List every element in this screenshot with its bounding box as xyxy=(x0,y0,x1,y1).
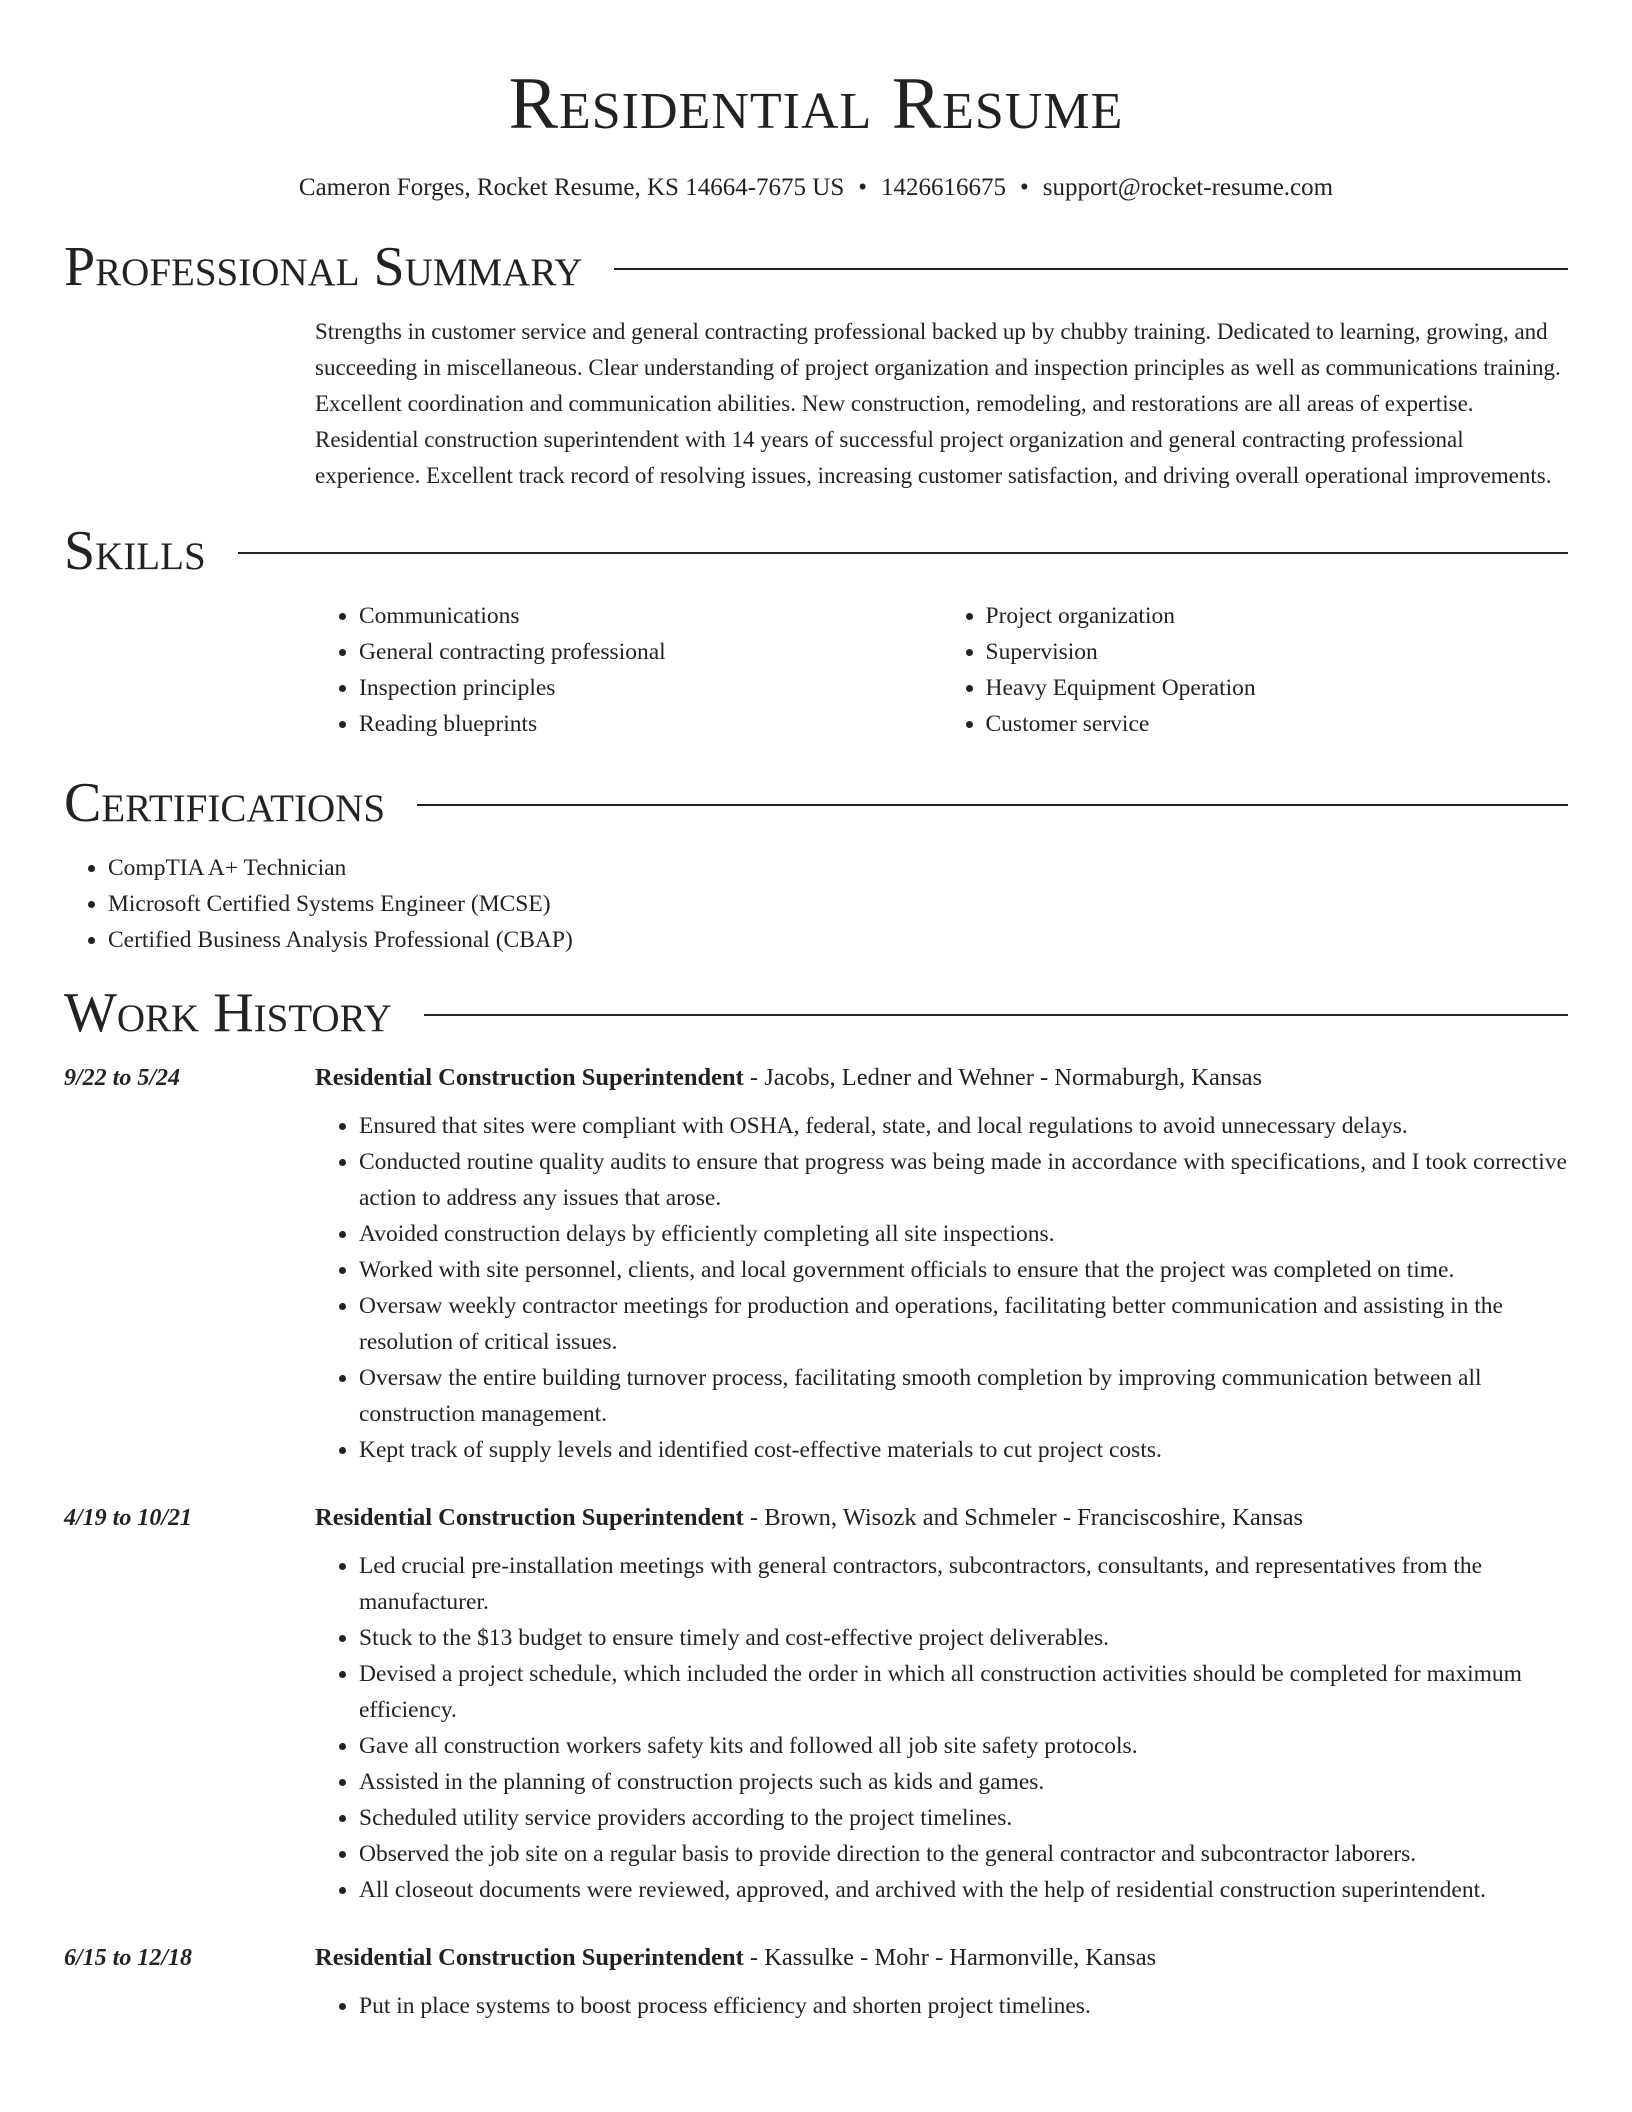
job-details xyxy=(315,1058,1568,1468)
skill-item: • Communications xyxy=(359,598,942,634)
job-bullet: • Led crucial pre-installation meetings with general contractors, subcontractors, consultants, and representatives from the manufacturer. xyxy=(359,1548,1568,1620)
work-history-title: Work History xyxy=(64,982,392,1044)
job-role: Residential Construction Superintendent xyxy=(315,1504,744,1531)
job-bullet: • Scheduled utility service providers according to the project timelines. xyxy=(359,1800,1568,1836)
job-dates: 6/15 to 12/18 xyxy=(64,1945,193,1971)
certifications-list xyxy=(64,850,1568,958)
section-divider xyxy=(424,1014,1568,1016)
job-bullet: • Ensured that sites were compliant with OSHA, federal, state, and local regulations to avoid unnecessary delays. xyxy=(359,1108,1568,1144)
summary-section xyxy=(64,232,1568,494)
certifications-title: Certifications xyxy=(64,772,386,834)
skill-item: • Customer service xyxy=(986,706,1569,742)
contact-email[interactable]: support@rocket-resume.com xyxy=(1042,174,1334,201)
job-dates: 4/19 to 10/21 xyxy=(64,1505,193,1531)
job-role: Residential Construction Superintendent xyxy=(315,1944,744,1971)
job-bullet: • Kept track of supply levels and identified cost-effective materials to cut project costs. xyxy=(359,1432,1568,1468)
certifications-header xyxy=(64,768,1568,838)
job-entry xyxy=(64,1058,1568,1468)
job-details xyxy=(315,1938,1568,2024)
skills-column-left xyxy=(315,598,942,742)
contact-line xyxy=(64,172,1568,204)
job-bullet: • Gave all construction workers safety kits and followed all job site safety protocols. xyxy=(359,1728,1568,1764)
job-bullets xyxy=(315,1988,1568,2024)
job-bullet: • Observed the job site on a regular basis to provide direction to the general contractor and subcontractor laborers. xyxy=(359,1836,1568,1872)
skills-header xyxy=(64,516,1568,586)
skill-item: • Inspection principles xyxy=(359,670,942,706)
job-role: Residential Construction Superintendent xyxy=(315,1064,744,1091)
resume-title: Residential Resume xyxy=(508,63,1124,145)
job-bullet: • Conducted routine quality audits to ensure that progress was being made in accordance with specifications, and I took corrective action to address any issues that arose. xyxy=(359,1144,1568,1216)
skills-list xyxy=(315,598,1568,742)
section-divider xyxy=(238,552,1568,554)
skills-section xyxy=(64,516,1568,742)
skill-item: • Project organization xyxy=(986,598,1569,634)
job-entry xyxy=(64,1938,1568,2024)
skill-item: • Reading blueprints xyxy=(359,706,942,742)
summary-header xyxy=(64,232,1568,302)
job-dates: 9/22 to 5/24 xyxy=(64,1065,181,1091)
job-bullet: • Devised a project schedule, which included the order in which all construction activities should be completed for maximum efficiency. xyxy=(359,1656,1568,1728)
job-bullets xyxy=(315,1548,1568,1908)
job-bullet: • Worked with site personnel, clients, and local government officials to ensure that the project was completed on time. xyxy=(359,1252,1568,1288)
job-details xyxy=(315,1498,1568,1908)
job-bullet: • Oversaw the entire building turnover process, facilitating smooth completion by improving communication between all construction management. xyxy=(359,1360,1568,1432)
skill-item: • General contracting professional xyxy=(359,634,942,670)
certification-item: • Certified Business Analysis Professional (CBAP) xyxy=(108,922,1568,958)
section-divider xyxy=(417,804,1568,806)
contact-phone: 1426616675 xyxy=(881,174,1007,201)
job-header xyxy=(315,1938,1568,1978)
job-header xyxy=(315,1498,1568,1538)
job-bullet: • Stuck to the $13 budget to ensure timely and cost-effective project deliverables. xyxy=(359,1620,1568,1656)
summary-text: Strengths in customer service and general contracting professional backed up by chubby training. Dedicated to learning, growing, and succeeding in miscellaneous. Clear understanding of project organization and inspection principles as well as communications training. Excellent coordination and communication abilities. New construction, remodeling, and restorations are all areas of expertise. Residential construction superintendent with 14 years of successful project organization and general contracting professional experience. Excellent track record of resolving issues, increasing customer satisfaction, and driving overall operational improvements. xyxy=(315,319,1561,488)
job-company: - Kassulke - Mohr - Harmonville, Kansas xyxy=(743,1944,1157,1971)
job-company: - Brown, Wisozk and Schmeler - Franciscoshire, Kansas xyxy=(743,1504,1304,1531)
work-history-section xyxy=(64,978,1568,2024)
skill-item: • Heavy Equipment Operation xyxy=(986,670,1569,706)
job-bullets xyxy=(315,1108,1568,1468)
summary-title: Professional Summary xyxy=(64,236,583,298)
certification-item: • Microsoft Certified Systems Engineer (MCSE) xyxy=(108,886,1568,922)
job-bullet: • Avoided construction delays by efficiently completing all site inspections. xyxy=(359,1216,1568,1252)
contact-address: Cameron Forges, Rocket Resume, KS 14664-7675 US xyxy=(298,174,845,201)
certification-item: • CompTIA A+ Technician xyxy=(108,850,1568,886)
job-bullet: • Assisted in the planning of construction projects such as kids and games. xyxy=(359,1764,1568,1800)
work-history-header xyxy=(64,978,1568,1048)
job-company: - Jacobs, Ledner and Wehner - Normaburgh, Kansas xyxy=(743,1064,1263,1091)
job-entry xyxy=(64,1498,1568,1908)
contact-separator: • xyxy=(1020,174,1029,201)
job-header xyxy=(315,1058,1568,1098)
section-divider xyxy=(614,268,1568,270)
skill-item: • Supervision xyxy=(986,634,1569,670)
skills-title: Skills xyxy=(64,520,206,582)
certifications-section xyxy=(64,768,1568,958)
skills-column-right xyxy=(942,598,1569,742)
job-bullet: • All closeout documents were reviewed, approved, and archived with the help of residential construction superintendent. xyxy=(359,1872,1568,1908)
job-bullet: • Put in place systems to boost process efficiency and shorten project timelines. xyxy=(359,1988,1568,2024)
contact-separator: • xyxy=(858,174,868,201)
job-bullet: • Oversaw weekly contractor meetings for production and operations, facilitating better communication and assisting in the resolution of critical issues. xyxy=(359,1288,1568,1360)
